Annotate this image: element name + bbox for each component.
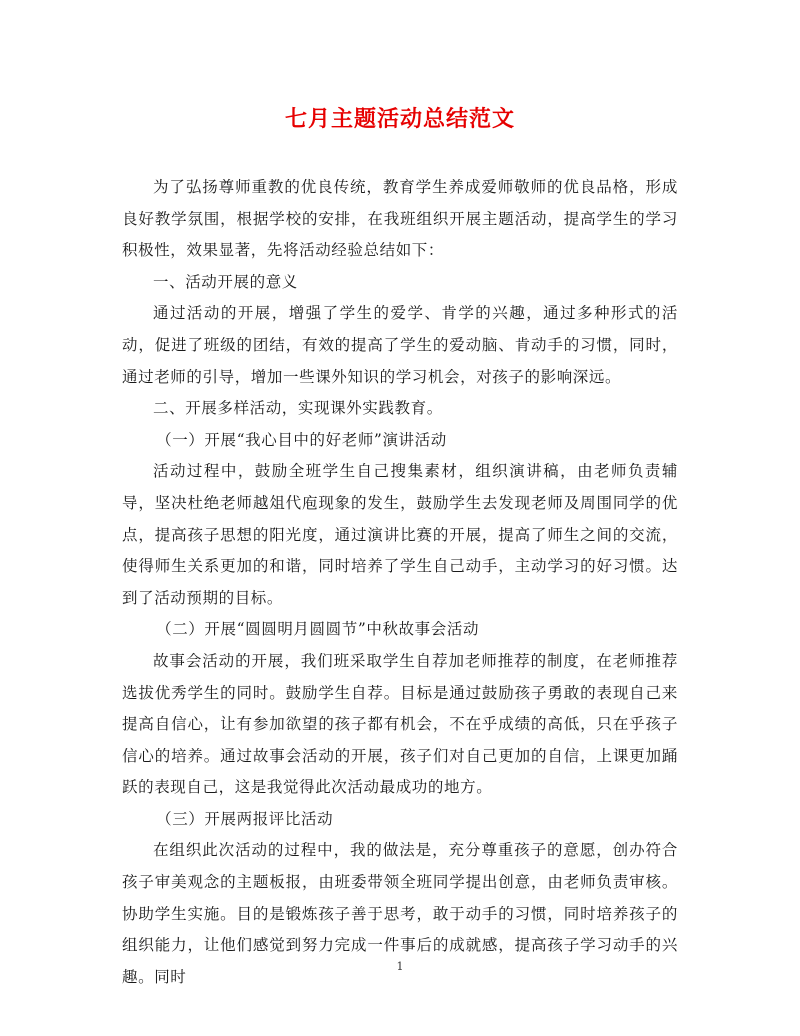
paragraph-subsection-3: 在组织此次活动的过程中，我的做法是，充分尊重孩子的意愿，创办符合孩子审美观念的主题板报，由班委带领全班同学提出创意，由老师负责审核。协助学生实施。目的是锻炼孩子善于思考，敢于动手的习惯，同时培养孩子的组织能力，让他们感觉到努力完成一件事后的成就感，提高孩子学习动手的兴趣。同时: [122, 841, 678, 986]
document-body: [122, 172, 678, 993]
paragraph-subsection-1: 活动过程中，鼓励全班学生自己搜集素材，组织演讲稿，由老师负责辅导，坚决杜绝老师越俎代庖现象的发生，鼓励学生去发现老师及周围同学的优点，提高孩子思想的阳光度，通过演讲比赛的开展，提高了师生之间的交流，使得师生关系更加的和谐，同时培养了学生自己动手，主动学习的好习惯。达到了活动预期的目标。: [122, 462, 678, 607]
subsection-heading-2: （二）开展“圆圆明月圆圆节”中秋故事会活动: [156, 620, 480, 639]
subsection-heading-3: （三）开展两报评比活动: [156, 809, 334, 828]
paragraph-intro: 为了弘扬尊师重教的优良传统，教育学生养成爱师敬师的优良品格，形成良好教学氛围，根据学校的安排，在我班组织开展主题活动，提高学生的学习积极性，效果显著，先将活动经验总结如下：: [122, 178, 678, 260]
paragraph-subsection-2: 故事会活动的开展，我们班采取学生自荐加老师推荐的制度，在老师推荐选拔优秀学生的同时。鼓励学生自荐。目标是通过鼓励孩子勇敢的表现自己来提高自信心，让有参加欲望的孩子都有机会，不在乎成绩的高低，只在乎孩子信心的培养。通过故事会活动的开展，孩子们对自己更加的自信，上课更加踊跃的表现自己，这是我觉得此次活动最成功的地方。: [122, 651, 678, 797]
subsection-heading-1: （一）开展“我心目中的好老师”演讲活动: [156, 430, 447, 449]
paragraph-section-1: 通过活动的开展，增强了学生的爱学、肯学的兴趣，通过多种形式的活动，促进了班级的团结，有效的提高了学生的爱动脑、肯动手的习惯，同时，通过老师的引导，增加一些课外知识的学习机会，对孩子的影响深远。: [122, 304, 678, 386]
page-number: 1: [396, 960, 404, 973]
section-heading-2: 二、开展多样活动，实现课外实践教育。: [153, 399, 443, 418]
page-title: 七月主题活动总结范文: [284, 106, 515, 132]
section-heading-1: 一、活动开展的意义: [153, 272, 298, 291]
